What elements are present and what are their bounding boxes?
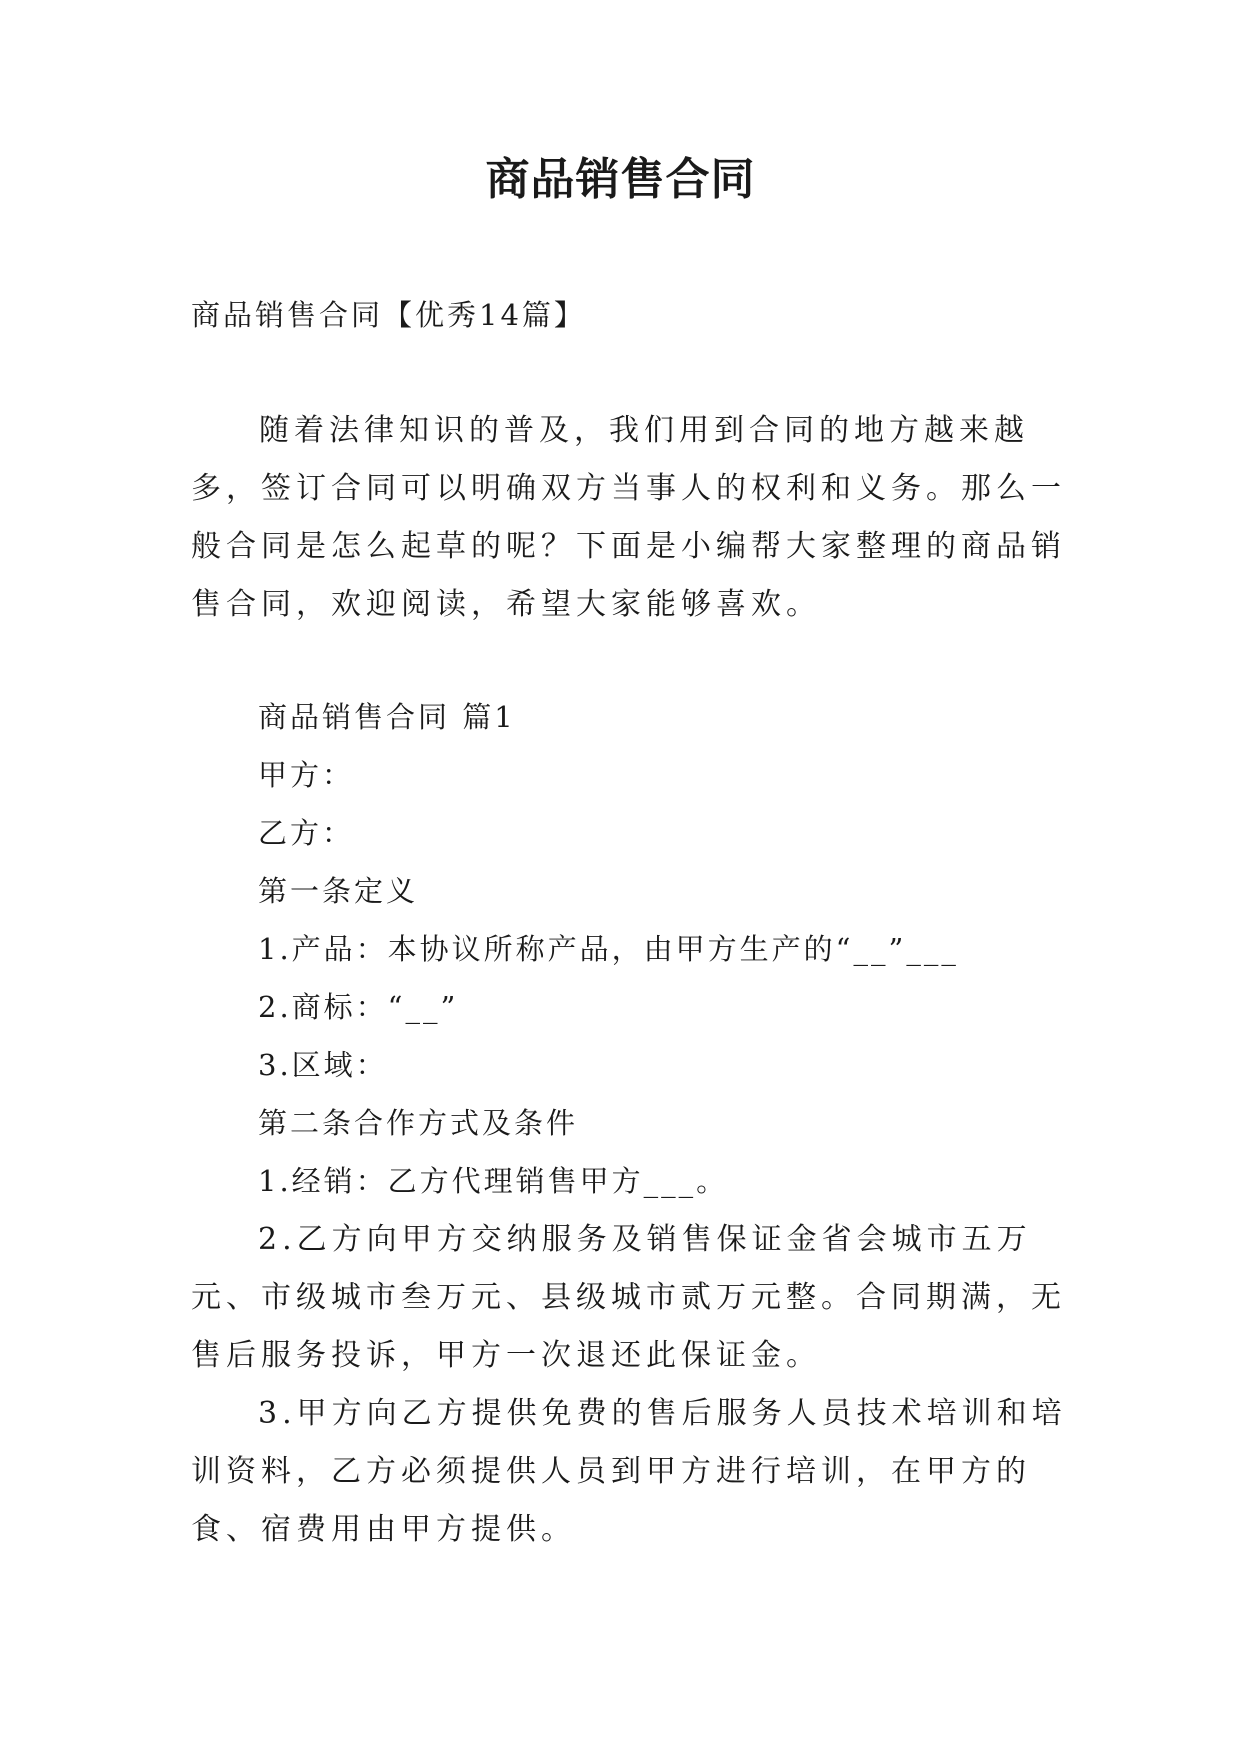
article-1-item-2: 2.商标：“__” [258,990,459,1024]
party-b-line: 乙方： [258,816,355,850]
article-2-item-2: 2.乙方向甲方交纳服务及销售保证金省会城市五万元、市级城市叁万元、县级城市贰万元整。合同期满，无售后服务投诉，甲方一次退还此保证金。 [191,1222,1066,1373]
article-2-heading: 第二条合作方式及条件 [258,1106,579,1140]
intro-paragraph: 随着法律知识的普及，我们用到合同的地方越来越多，签订合同可以明确双方当事人的权利和义务。那么一般合同是怎么起草的呢？下面是小编帮大家整理的商品销售合同，欢迎阅读，希望大家能够喜欢。 [191,413,1066,622]
article-1-item-3: 3.区域： [258,1048,388,1082]
party-a-line: 甲方： [258,758,355,792]
article-1-heading: 第一条定义 [258,874,419,908]
document-title: 商品销售合同 [485,154,756,205]
article-2-item-1: 1.经销：乙方代理销售甲方___。 [258,1164,729,1198]
article-2-item-3: 3.甲方向乙方提供免费的售后服务人员技术培训和培训资料，乙方必须提供人员到甲方进行培训，在甲方的食、宿费用由甲方提供。 [191,1396,1067,1547]
article-1-item-1: 1.产品：本协议所称产品，由甲方生产的“__”___ [258,932,959,966]
document-subtitle: 商品销售合同【优秀14篇】 [191,298,586,332]
section-heading: 商品销售合同 篇1 [258,700,516,734]
